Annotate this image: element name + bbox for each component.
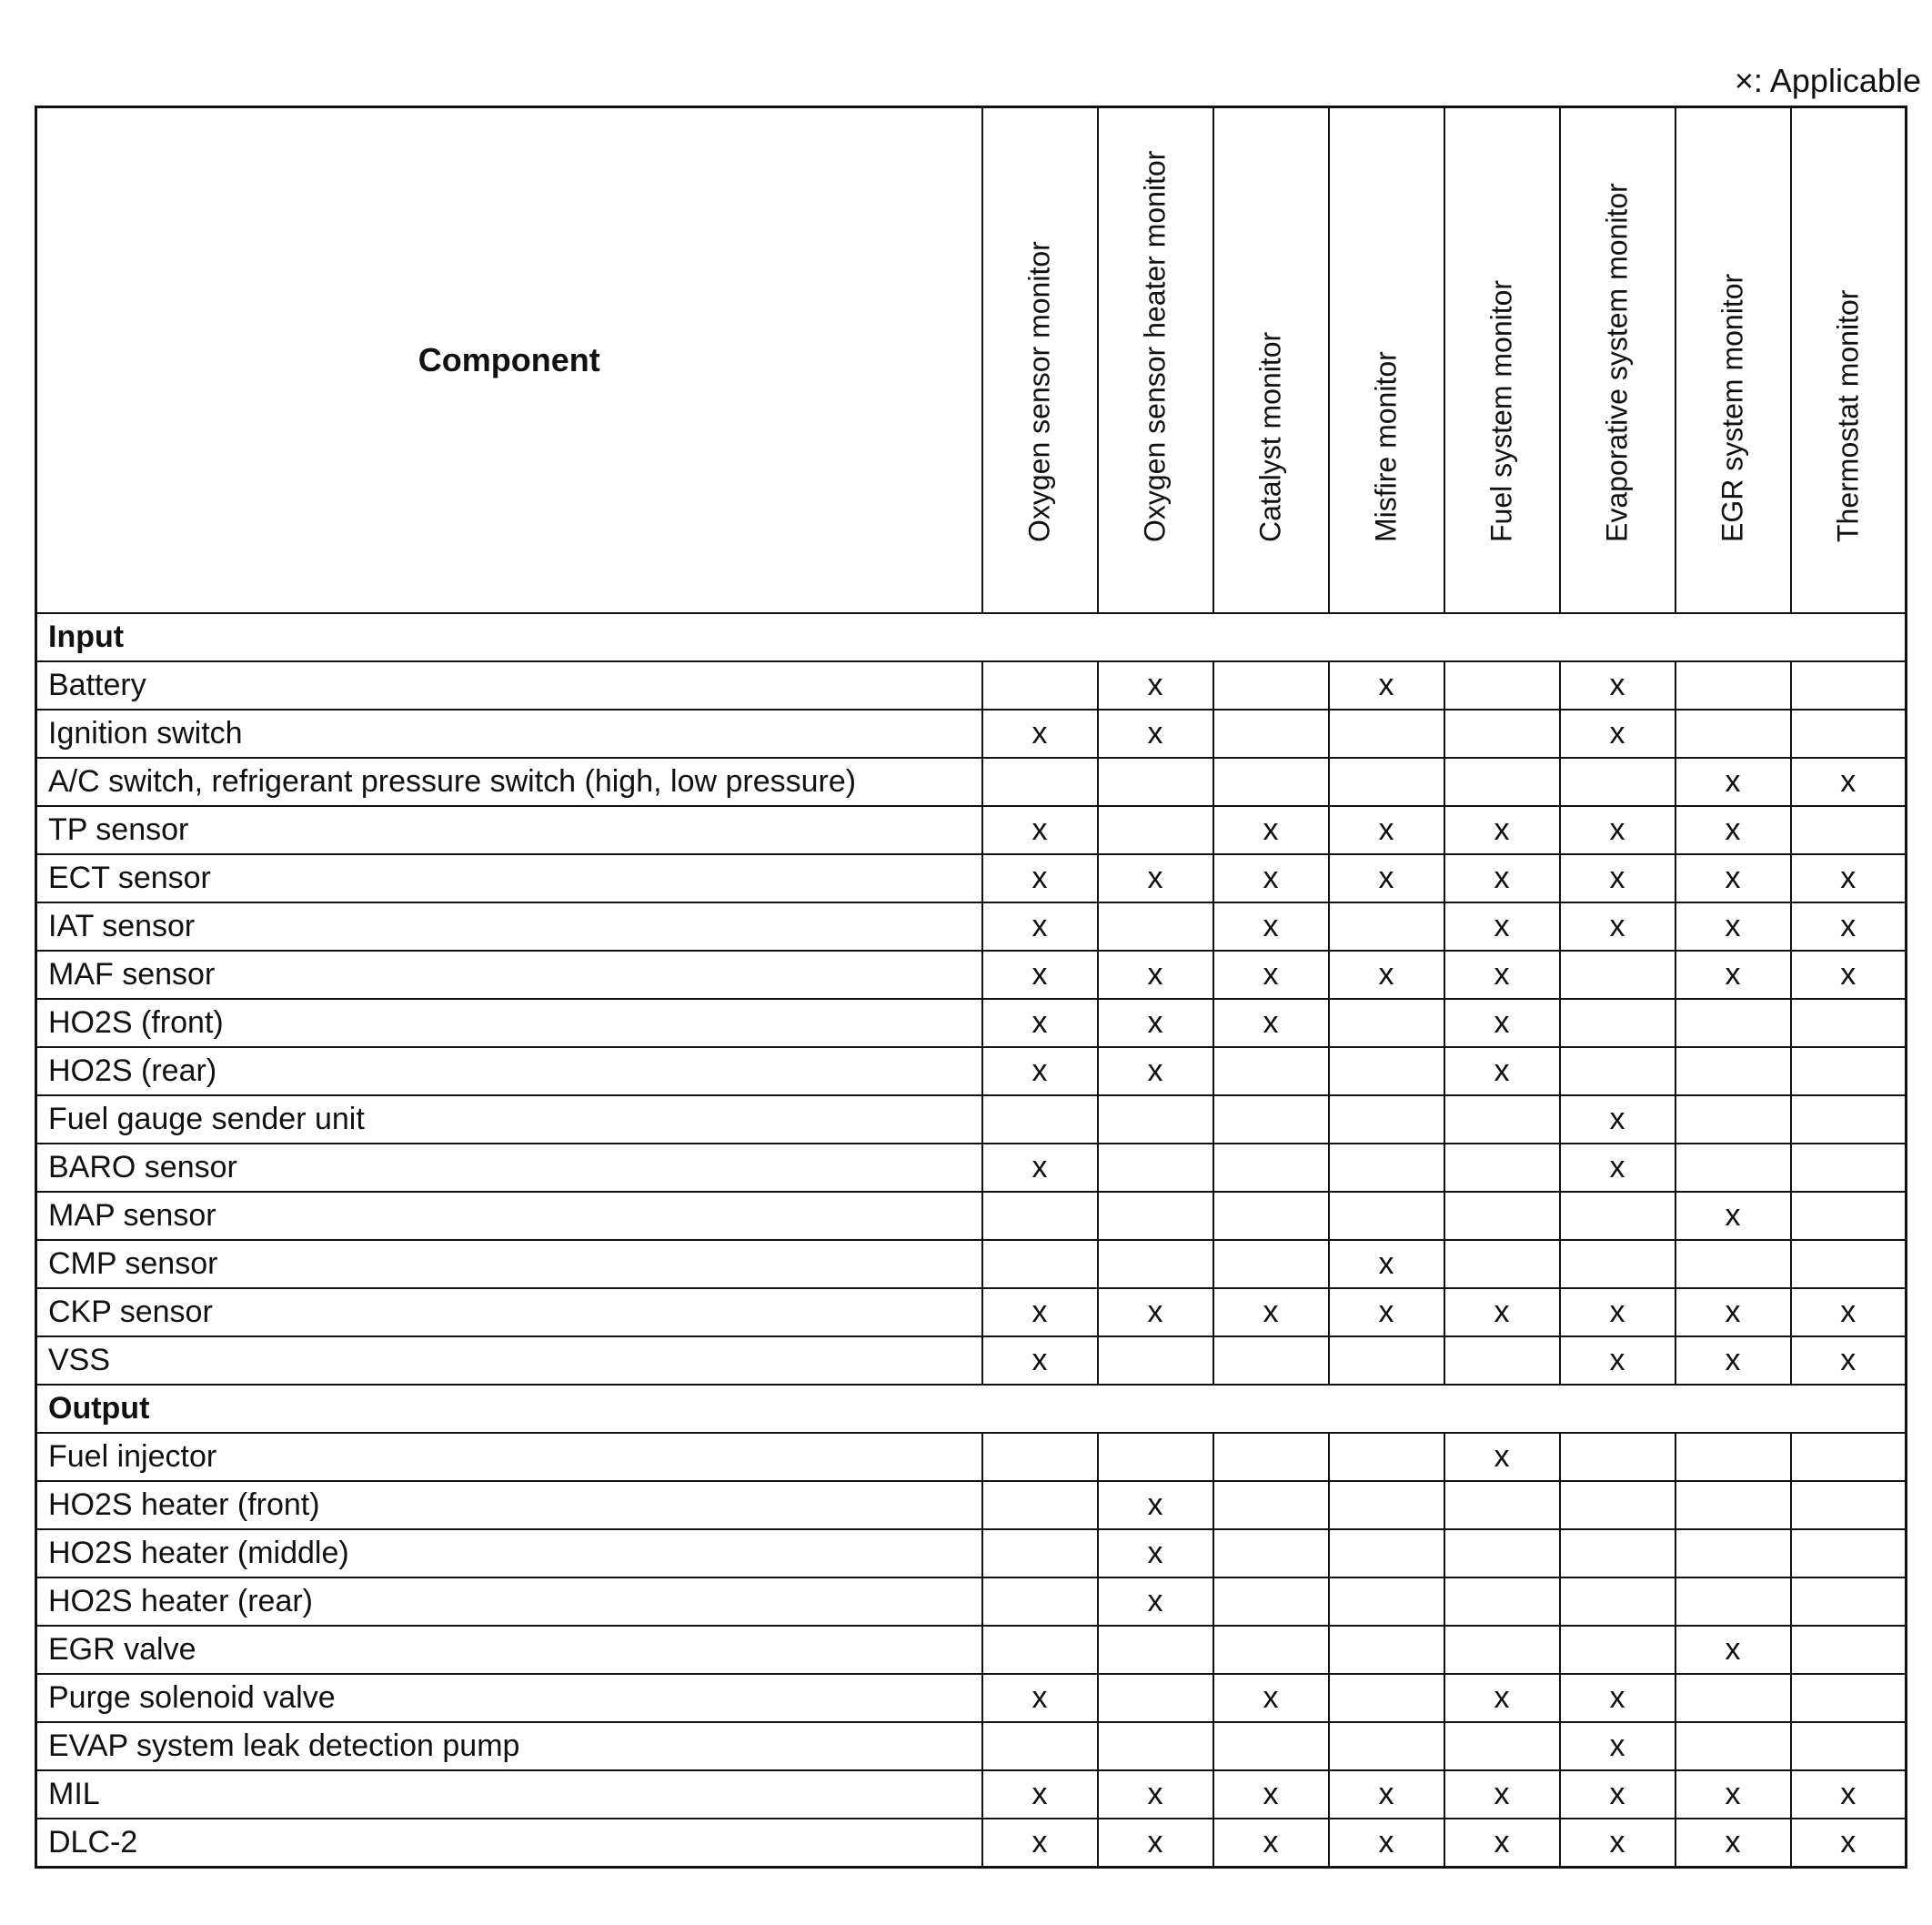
- applicable-cell: x: [1329, 951, 1444, 999]
- applicable-cell: [1444, 710, 1560, 758]
- applicable-cell: [1329, 902, 1444, 951]
- applicable-cell: x: [982, 951, 1098, 999]
- table-row: [36, 758, 1907, 806]
- applicable-cell: [1791, 1192, 1907, 1240]
- applicable-cell: [1213, 1144, 1329, 1192]
- applicable-cell: [1098, 1674, 1213, 1722]
- monitor-header: [1791, 107, 1907, 614]
- applicable-cell: x: [1213, 854, 1329, 902]
- table-row: [36, 1626, 1907, 1674]
- component-label: HO2S heater (middle): [36, 1529, 982, 1577]
- component-label: HO2S heater (rear): [36, 1577, 982, 1626]
- component-label: VSS: [36, 1336, 982, 1385]
- applicable-cell: [1791, 1144, 1907, 1192]
- applicable-cell: [1791, 1529, 1907, 1577]
- applicable-cell: [1791, 1433, 1907, 1481]
- applicable-cell: [1329, 1047, 1444, 1095]
- applicable-cell: [1098, 902, 1213, 951]
- applicable-cell: x: [1098, 1770, 1213, 1819]
- applicable-cell: [1098, 806, 1213, 854]
- applicable-cell: [1675, 1674, 1791, 1722]
- applicable-cell: [982, 1577, 1098, 1626]
- monitor-header-label: Oxygen sensor monitor: [1022, 241, 1056, 542]
- component-label: IAT sensor: [36, 902, 982, 951]
- table-row: [36, 1770, 1907, 1819]
- applicable-cell: x: [1329, 1770, 1444, 1819]
- applicable-cell: [1444, 1626, 1560, 1674]
- applicable-cell: [1213, 661, 1329, 710]
- applicable-cell: [1791, 1481, 1907, 1529]
- applicable-cell: x: [1675, 902, 1791, 951]
- table-row: [36, 710, 1907, 758]
- table-row: [36, 1240, 1907, 1288]
- applicable-cell: [1213, 1577, 1329, 1626]
- monitor-header: [982, 107, 1098, 614]
- applicable-cell: [1560, 1626, 1675, 1674]
- applicable-cell: x: [982, 1288, 1098, 1336]
- monitor-header: [1098, 107, 1213, 614]
- applicable-cell: x: [1329, 806, 1444, 854]
- applicable-cell: x: [1791, 1819, 1907, 1868]
- table-body: [36, 613, 1907, 1868]
- applicable-cell: [1213, 758, 1329, 806]
- applicable-cell: [982, 1095, 1098, 1144]
- applicable-cell: [1444, 1722, 1560, 1770]
- component-label: A/C switch, refrigerant pressure switch (high, low pressure): [36, 758, 982, 806]
- applicable-cell: [1560, 1481, 1675, 1529]
- applicable-cell: x: [1560, 661, 1675, 710]
- applicable-cell: x: [1213, 999, 1329, 1047]
- applicable-cell: x: [1791, 1770, 1907, 1819]
- component-label: Ignition switch: [36, 710, 982, 758]
- applicable-cell: [1791, 1722, 1907, 1770]
- applicable-cell: x: [1213, 1674, 1329, 1722]
- applicable-cell: x: [1444, 854, 1560, 902]
- applicable-cell: x: [1098, 661, 1213, 710]
- applicable-cell: [1444, 1192, 1560, 1240]
- applicable-cell: [1675, 710, 1791, 758]
- monitor-header: [1560, 107, 1675, 614]
- applicable-cell: x: [1329, 1240, 1444, 1288]
- applicable-cell: x: [1444, 902, 1560, 951]
- component-monitor-table: [35, 106, 1907, 1869]
- applicable-cell: [1560, 1433, 1675, 1481]
- applicable-cell: [1329, 1095, 1444, 1144]
- applicable-cell: [1329, 1336, 1444, 1385]
- applicable-cell: x: [1675, 1336, 1791, 1385]
- applicable-cell: [1213, 1433, 1329, 1481]
- applicable-cell: x: [1560, 1144, 1675, 1192]
- component-label: CKP sensor: [36, 1288, 982, 1336]
- applicable-cell: x: [1675, 1819, 1791, 1868]
- applicable-cell: [1329, 1433, 1444, 1481]
- applicable-cell: [1791, 1047, 1907, 1095]
- applicable-cell: [1098, 1626, 1213, 1674]
- applicable-cell: [1329, 1144, 1444, 1192]
- monitor-header: [1329, 107, 1444, 614]
- component-label: TP sensor: [36, 806, 982, 854]
- applicable-cell: [1444, 758, 1560, 806]
- applicable-cell: [1560, 1577, 1675, 1626]
- applicable-cell: x: [1560, 806, 1675, 854]
- component-label: CMP sensor: [36, 1240, 982, 1288]
- applicable-cell: x: [1213, 902, 1329, 951]
- table-row: [36, 1722, 1907, 1770]
- table-row: [36, 1288, 1907, 1336]
- applicable-cell: x: [1560, 1722, 1675, 1770]
- applicable-cell: x: [1560, 710, 1675, 758]
- monitor-header-label: Thermostat monitor: [1831, 289, 1865, 542]
- applicable-cell: x: [1560, 1336, 1675, 1385]
- applicable-cell: [982, 1481, 1098, 1529]
- applicable-cell: x: [1675, 854, 1791, 902]
- applicable-cell: [1213, 1529, 1329, 1577]
- applicable-cell: x: [1791, 758, 1907, 806]
- applicable-cell: x: [1675, 1626, 1791, 1674]
- applicable-cell: [1329, 1722, 1444, 1770]
- applicable-cell: x: [1791, 1288, 1907, 1336]
- applicable-cell: [1675, 1095, 1791, 1144]
- applicable-cell: [1444, 1095, 1560, 1144]
- applicable-cell: x: [1329, 854, 1444, 902]
- applicable-cell: [1675, 1240, 1791, 1288]
- applicable-cell: [1791, 1674, 1907, 1722]
- applicable-cell: [1213, 1240, 1329, 1288]
- applicable-cell: [982, 758, 1098, 806]
- applicable-cell: [1791, 1577, 1907, 1626]
- table-row: [36, 1336, 1907, 1385]
- applicable-cell: [1098, 1192, 1213, 1240]
- applicable-cell: x: [1098, 710, 1213, 758]
- applicable-cell: x: [1444, 951, 1560, 999]
- applicable-cell: [1213, 1336, 1329, 1385]
- applicable-cell: x: [1213, 1770, 1329, 1819]
- applicable-cell: [1213, 1626, 1329, 1674]
- applicable-cell: x: [982, 1770, 1098, 1819]
- component-label: EGR valve: [36, 1626, 982, 1674]
- applicable-cell: x: [1098, 1577, 1213, 1626]
- monitor-header-label: Catalyst monitor: [1253, 331, 1287, 542]
- table-row: [36, 1577, 1907, 1626]
- component-label: MAP sensor: [36, 1192, 982, 1240]
- applicable-cell: x: [1329, 1288, 1444, 1336]
- applicable-cell: x: [1444, 1047, 1560, 1095]
- applicable-cell: x: [1560, 854, 1675, 902]
- applicable-cell: x: [1560, 902, 1675, 951]
- applicable-cell: [982, 1192, 1098, 1240]
- applicable-cell: x: [982, 1144, 1098, 1192]
- monitor-header-label: Misfire monitor: [1369, 351, 1403, 542]
- applicable-cell: x: [1560, 1819, 1675, 1868]
- table-row: [36, 1144, 1907, 1192]
- component-label: HO2S (front): [36, 999, 982, 1047]
- monitor-header-label: Fuel system monitor: [1484, 279, 1518, 542]
- applicable-cell: x: [1560, 1095, 1675, 1144]
- applicable-cell: [1560, 951, 1675, 999]
- applicable-cell: [1444, 1240, 1560, 1288]
- applicable-cell: [1791, 806, 1907, 854]
- applicable-cell: [1329, 1481, 1444, 1529]
- applicable-cell: x: [1675, 951, 1791, 999]
- applicable-cell: x: [1098, 1481, 1213, 1529]
- applicable-cell: x: [982, 1336, 1098, 1385]
- applicable-cell: x: [1675, 1288, 1791, 1336]
- applicable-cell: [1329, 1577, 1444, 1626]
- applicable-cell: [1791, 1626, 1907, 1674]
- monitor-header: [1213, 107, 1329, 614]
- table-row: [36, 1095, 1907, 1144]
- header-row: [36, 107, 1907, 614]
- applicable-cell: [1444, 1481, 1560, 1529]
- table-row: [36, 1674, 1907, 1722]
- applicable-cell: x: [1444, 999, 1560, 1047]
- table-row: [36, 661, 1907, 710]
- applicable-cell: x: [1675, 1770, 1791, 1819]
- table-row: [36, 1192, 1907, 1240]
- applicable-cell: x: [1444, 806, 1560, 854]
- applicable-cell: [1444, 1144, 1560, 1192]
- applicable-cell: [1329, 1674, 1444, 1722]
- applicable-cell: x: [1791, 902, 1907, 951]
- applicable-cell: [1675, 1433, 1791, 1481]
- applicable-cell: [1675, 1529, 1791, 1577]
- component-label: HO2S heater (front): [36, 1481, 982, 1529]
- applicable-cell: x: [1098, 1819, 1213, 1868]
- applicable-cell: [1444, 661, 1560, 710]
- applicable-cell: [982, 1626, 1098, 1674]
- applicable-cell: [1329, 710, 1444, 758]
- applicable-cell: x: [1213, 1819, 1329, 1868]
- applicable-cell: [1444, 1577, 1560, 1626]
- applicable-cell: [982, 1529, 1098, 1577]
- applicable-cell: x: [982, 710, 1098, 758]
- component-label: Fuel injector: [36, 1433, 982, 1481]
- applicable-cell: [1791, 999, 1907, 1047]
- applicable-cell: x: [1444, 1674, 1560, 1722]
- legend-applicable: ×: Applicable: [1734, 62, 1921, 99]
- applicable-cell: [1560, 1529, 1675, 1577]
- applicable-cell: x: [982, 854, 1098, 902]
- applicable-cell: [982, 1433, 1098, 1481]
- applicable-cell: x: [1213, 1288, 1329, 1336]
- table-row: [36, 1529, 1907, 1577]
- applicable-cell: [1791, 1095, 1907, 1144]
- applicable-cell: x: [1444, 1819, 1560, 1868]
- applicable-cell: [1444, 1529, 1560, 1577]
- table-row: [36, 951, 1907, 999]
- component-label: DLC-2: [36, 1819, 982, 1868]
- applicable-cell: [1098, 758, 1213, 806]
- applicable-cell: [982, 1722, 1098, 1770]
- applicable-cell: x: [982, 1819, 1098, 1868]
- applicable-cell: x: [982, 1674, 1098, 1722]
- applicable-cell: x: [982, 902, 1098, 951]
- applicable-cell: [1213, 1192, 1329, 1240]
- applicable-cell: [982, 1240, 1098, 1288]
- applicable-cell: [1675, 1047, 1791, 1095]
- applicable-cell: [1560, 999, 1675, 1047]
- applicable-cell: [1213, 1047, 1329, 1095]
- applicable-cell: [1098, 1095, 1213, 1144]
- applicable-cell: [1560, 758, 1675, 806]
- applicable-cell: [1098, 1240, 1213, 1288]
- applicable-cell: [1329, 999, 1444, 1047]
- applicable-cell: x: [1329, 661, 1444, 710]
- section-title: Output: [36, 1385, 1907, 1433]
- applicable-cell: x: [1791, 854, 1907, 902]
- applicable-cell: [1213, 1095, 1329, 1144]
- applicable-cell: x: [1675, 1192, 1791, 1240]
- section-row: [36, 1385, 1907, 1433]
- table-row: [36, 1481, 1907, 1529]
- applicable-cell: [1560, 1192, 1675, 1240]
- applicable-cell: x: [1791, 951, 1907, 999]
- component-label: Purge solenoid valve: [36, 1674, 982, 1722]
- component-label: MAF sensor: [36, 951, 982, 999]
- component-label: ECT sensor: [36, 854, 982, 902]
- applicable-cell: [1791, 661, 1907, 710]
- component-label: EVAP system leak detection pump: [36, 1722, 982, 1770]
- monitor-header-label: Evaporative system monitor: [1600, 183, 1634, 542]
- applicable-cell: x: [1098, 1529, 1213, 1577]
- applicable-cell: [1675, 1722, 1791, 1770]
- applicable-cell: x: [1444, 1770, 1560, 1819]
- applicable-cell: [1098, 1144, 1213, 1192]
- applicable-cell: [1675, 999, 1791, 1047]
- table-row: [36, 1433, 1907, 1481]
- applicable-cell: [1098, 1336, 1213, 1385]
- applicable-cell: x: [1098, 999, 1213, 1047]
- applicable-cell: x: [1675, 758, 1791, 806]
- applicable-cell: [1675, 1481, 1791, 1529]
- applicable-cell: [1329, 1626, 1444, 1674]
- applicable-cell: [1213, 1722, 1329, 1770]
- applicable-cell: [1675, 1144, 1791, 1192]
- applicable-cell: x: [1213, 806, 1329, 854]
- monitor-header: [1444, 107, 1560, 614]
- applicable-cell: [1329, 1529, 1444, 1577]
- table-row: [36, 854, 1907, 902]
- monitor-header-label: EGR system monitor: [1716, 273, 1749, 542]
- applicable-cell: x: [1329, 1819, 1444, 1868]
- section-row: [36, 613, 1907, 661]
- component-header: Component: [36, 107, 982, 614]
- applicable-cell: x: [1098, 1047, 1213, 1095]
- component-label: BARO sensor: [36, 1144, 982, 1192]
- applicable-cell: [1675, 1577, 1791, 1626]
- applicable-cell: [1329, 1192, 1444, 1240]
- applicable-cell: x: [1098, 1288, 1213, 1336]
- table-row: [36, 806, 1907, 854]
- applicable-cell: x: [1098, 951, 1213, 999]
- applicable-cell: x: [982, 999, 1098, 1047]
- applicable-cell: x: [1675, 806, 1791, 854]
- table-row: [36, 1819, 1907, 1868]
- applicable-cell: [1791, 1240, 1907, 1288]
- applicable-cell: [1098, 1722, 1213, 1770]
- applicable-cell: x: [1560, 1288, 1675, 1336]
- applicable-cell: x: [982, 1047, 1098, 1095]
- applicable-cell: [1098, 1433, 1213, 1481]
- applicable-cell: [1444, 1336, 1560, 1385]
- applicable-cell: [1329, 758, 1444, 806]
- monitor-header: [1675, 107, 1791, 614]
- component-label: MIL: [36, 1770, 982, 1819]
- applicable-cell: [1791, 710, 1907, 758]
- table-row: [36, 999, 1907, 1047]
- component-label: Fuel gauge sender unit: [36, 1095, 982, 1144]
- applicable-cell: x: [1213, 951, 1329, 999]
- applicable-cell: [1560, 1240, 1675, 1288]
- applicable-cell: x: [982, 806, 1098, 854]
- applicable-cell: [1213, 710, 1329, 758]
- applicable-cell: x: [1444, 1433, 1560, 1481]
- applicable-cell: [1675, 661, 1791, 710]
- section-title: Input: [36, 613, 1907, 661]
- monitor-header-label: Oxygen sensor heater monitor: [1138, 150, 1172, 542]
- applicable-cell: x: [1560, 1674, 1675, 1722]
- applicable-cell: [982, 661, 1098, 710]
- applicable-cell: x: [1444, 1288, 1560, 1336]
- applicable-cell: [1213, 1481, 1329, 1529]
- applicable-cell: x: [1791, 1336, 1907, 1385]
- component-label: HO2S (rear): [36, 1047, 982, 1095]
- applicable-cell: [1560, 1047, 1675, 1095]
- component-label: Battery: [36, 661, 982, 710]
- applicable-cell: x: [1560, 1770, 1675, 1819]
- table-row: [36, 1047, 1907, 1095]
- applicable-cell: x: [1098, 854, 1213, 902]
- table-row: [36, 902, 1907, 951]
